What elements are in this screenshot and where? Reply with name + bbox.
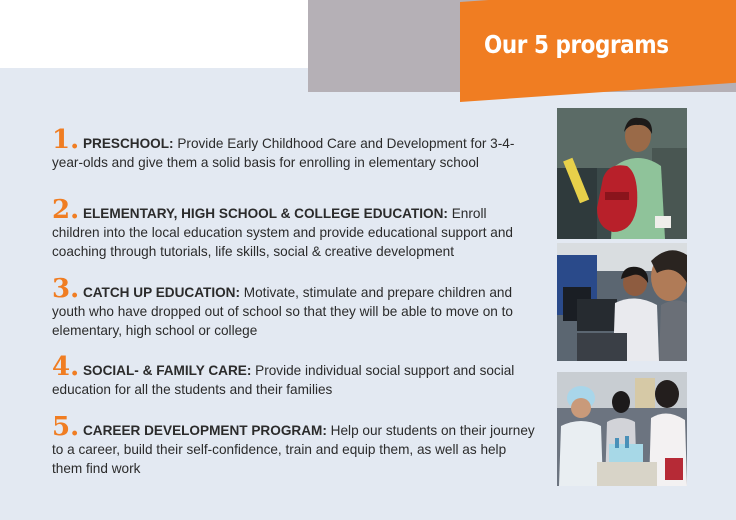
program-description: Provide individual social support and social education for all the students and their families: [52, 363, 515, 397]
program-item-catch-up: [52, 274, 537, 340]
program-number: 3.: [52, 274, 80, 304]
photo-lab-training: [557, 372, 687, 486]
program-number: 1.: [52, 125, 80, 155]
photo-students-computers: [557, 243, 687, 361]
program-number: 2.: [52, 195, 80, 225]
program-item-preschool: [52, 125, 537, 172]
program-item-family-care: [52, 352, 537, 399]
program-item-career: [52, 412, 537, 478]
program-number: 5.: [52, 412, 80, 442]
header-white-block: [0, 0, 308, 68]
program-heading: CAREER DEVELOPMENT PROGRAM:: [82, 423, 327, 438]
program-description: Motivate, stimulate and prepare children and youth who have dropped out of school so that they will be able to move on to elementary, high school or college: [52, 285, 513, 338]
program-item-education: [52, 195, 537, 261]
program-heading: ELEMENTARY, HIGH SCHOOL & COLLEGE EDUCATION:: [82, 206, 448, 221]
program-description: Help our students on their journey to a career, build their self-confidence, train and equip them, as well as help them find work: [52, 423, 535, 476]
photo-boy-with-backpack: [557, 108, 687, 239]
program-heading: CATCH UP EDUCATION:: [82, 285, 241, 300]
program-description: Enroll children into the local education system and provide educational support and coaching through tutorials, life skills, social & creative development: [52, 206, 513, 259]
program-heading: PRESCHOOL:: [82, 136, 174, 151]
page-title: Our 5 programs: [484, 30, 669, 59]
program-description: Provide Early Childhood Care and Development for 3-4-year-olds and give them a solid basis for enrolling in elementary school: [52, 136, 515, 170]
program-heading: SOCIAL- & FAMILY CARE:: [82, 363, 252, 378]
program-number: 4.: [52, 352, 80, 382]
